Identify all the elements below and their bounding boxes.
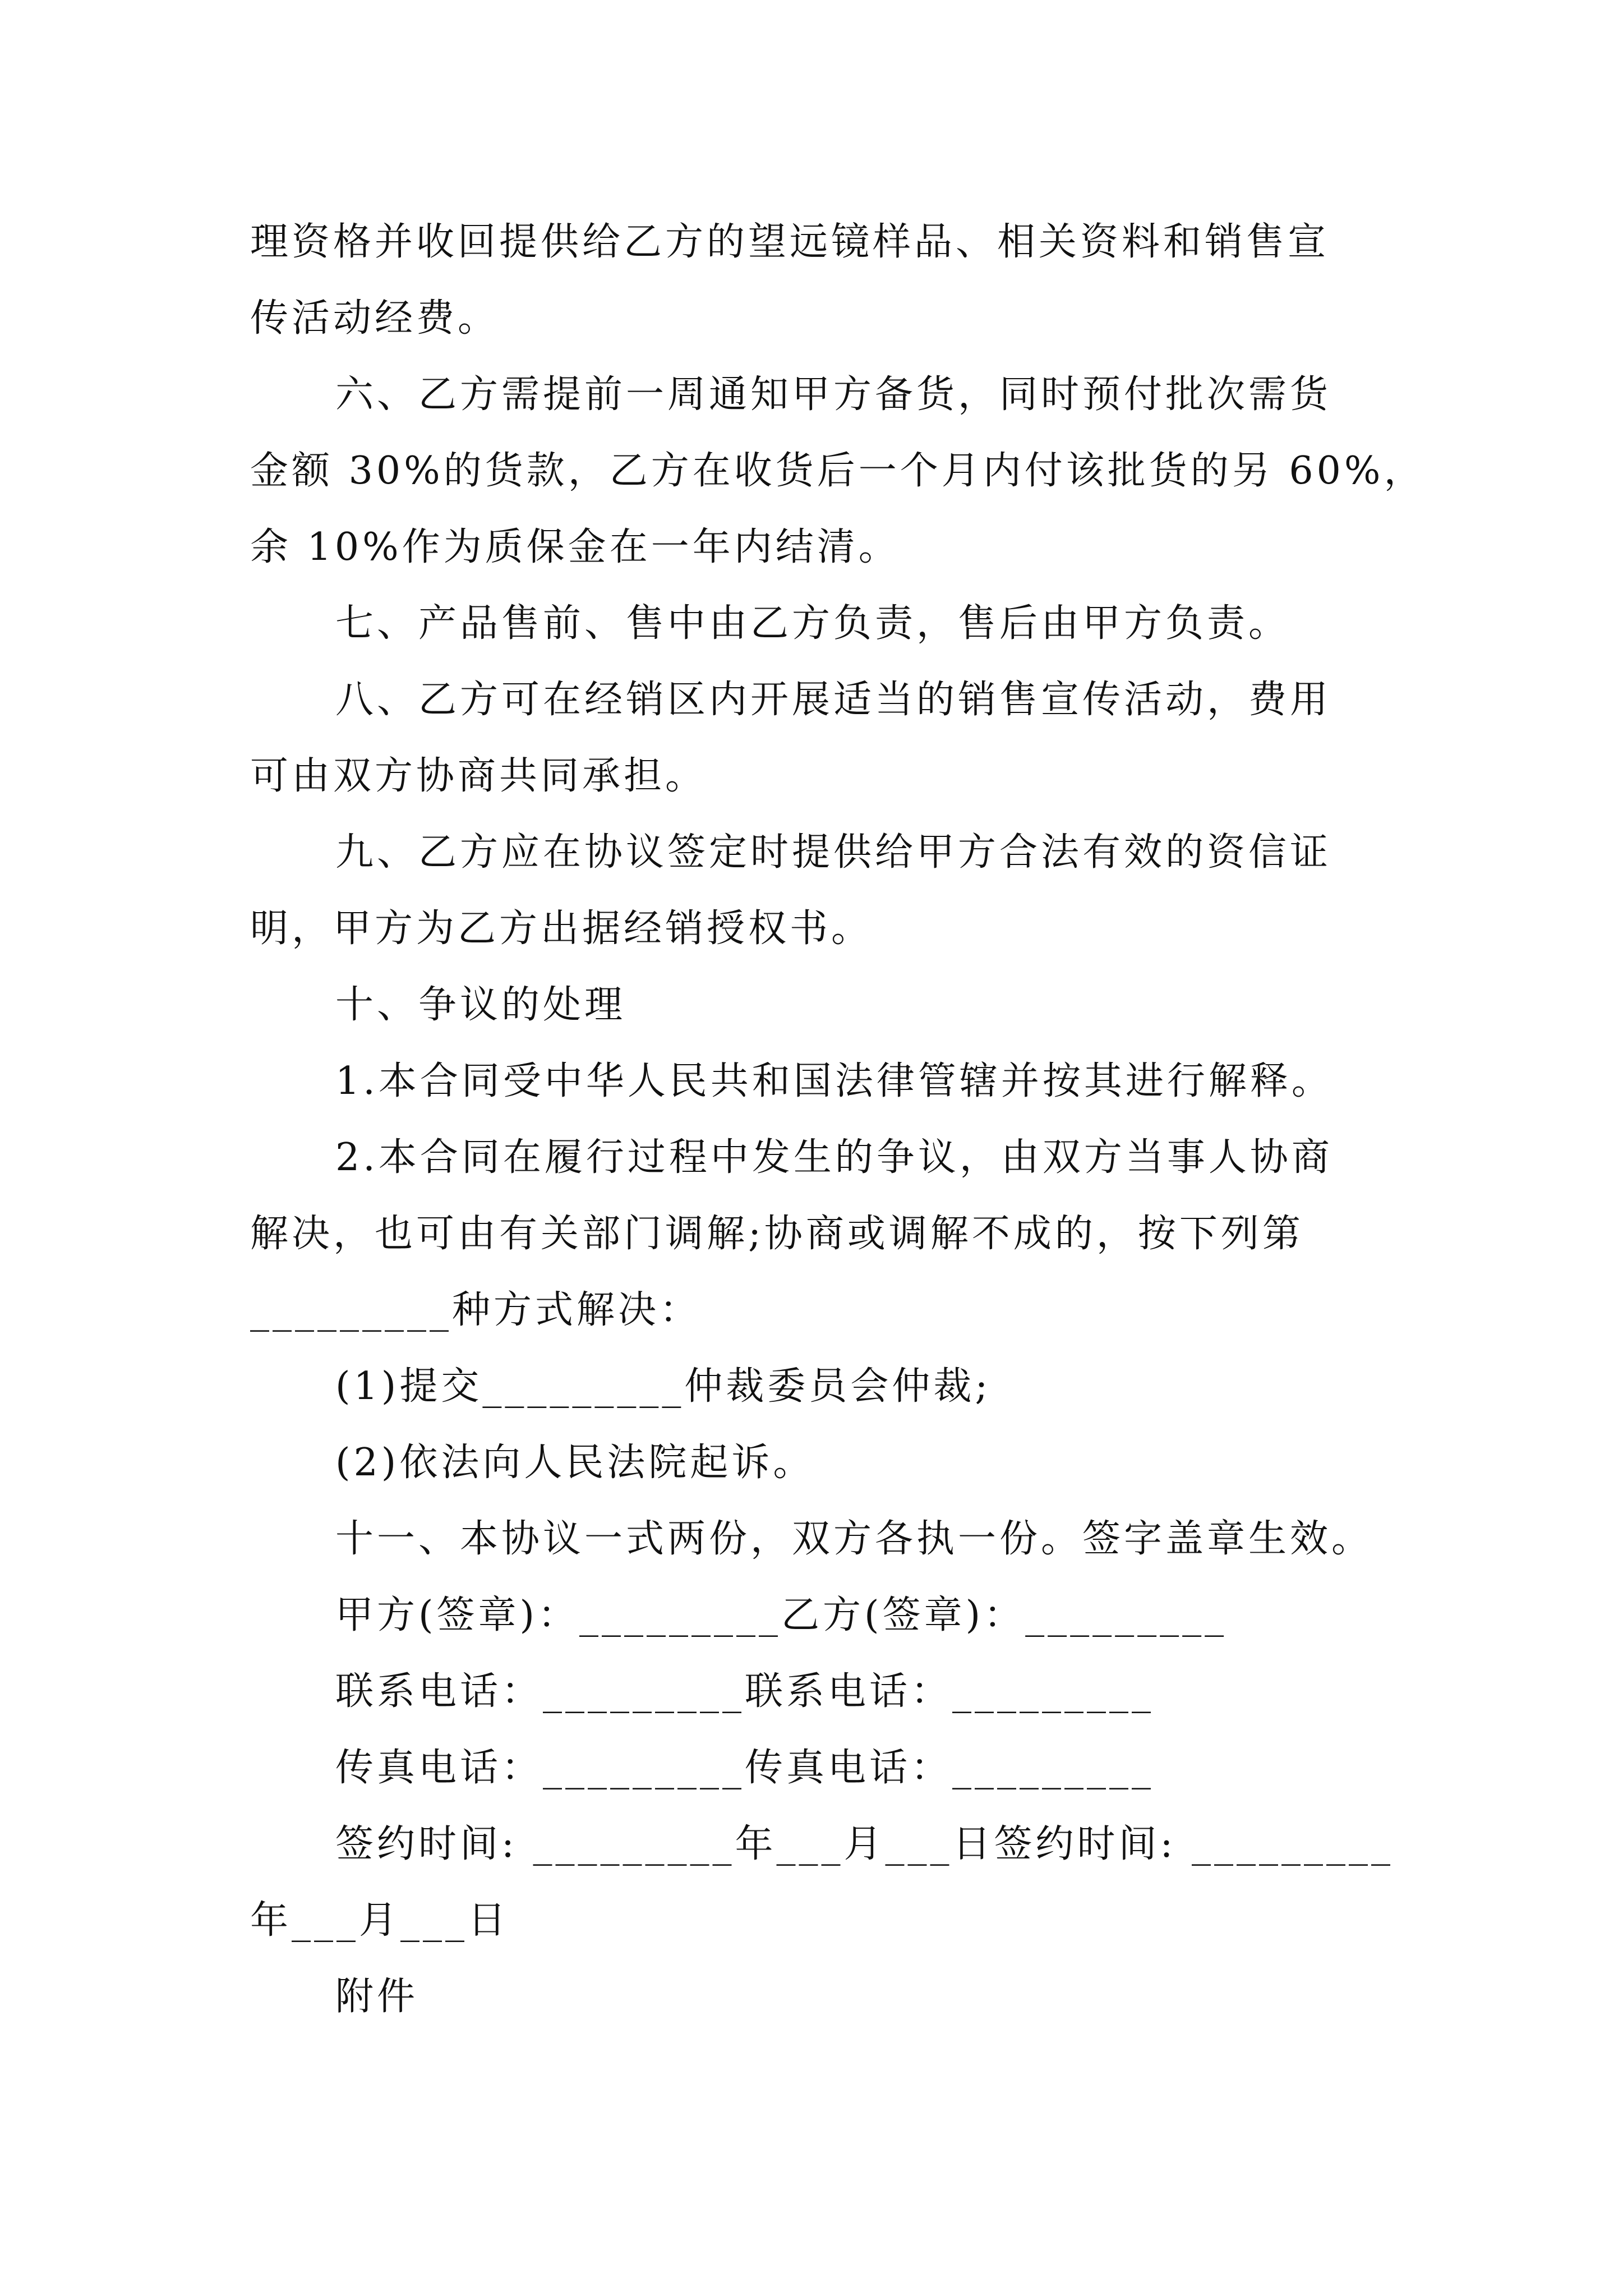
paragraph-line: 传活动经费。: [250, 296, 500, 341]
paragraph-line: 理资格并收回提供给乙方的望远镜样品、相关资料和销售宣: [250, 220, 1330, 264]
paragraph-line: (2)依法向人民法院起诉。: [335, 1441, 815, 1485]
paragraph-line: 十一、本协议一式两份，双方各执一份。签字盖章生效。: [335, 1517, 1373, 1561]
paragraph-line: 余 10%作为质保金在一年内结清。: [250, 525, 900, 569]
paragraph-line: 金额 30%的货款，乙方在收货后一个月内付该批货的另 60%，: [250, 449, 1426, 493]
paragraph-line: 六、乙方需提前一周通知甲方备货，同时预付批次需货: [335, 372, 1332, 417]
signing-date-line: 年___月___日: [250, 1898, 510, 1943]
fax-line: 传真电话：_________传真电话：_________: [335, 1746, 1155, 1790]
contact-phone-line: 联系电话：_________联系电话：_________: [335, 1669, 1155, 1714]
paragraph-line: 2.本合同在履行过程中发生的争议，由双方当事人协商: [335, 1135, 1333, 1180]
paragraph-line: (1)提交_________仲裁委员会仲裁;: [335, 1364, 992, 1409]
section-heading: 十、争议的处理: [335, 983, 626, 1027]
signing-date-line: 签约时间: _________年___月___日签约时间: _________: [335, 1822, 1394, 1866]
paragraph-line: 1.本合同受中华人民共和国法律管辖并按其进行解释。: [335, 1059, 1333, 1103]
paragraph-line: 明，甲方为乙方出据经销授权书。: [250, 907, 873, 951]
paragraph-line: 七、产品售前、售中由乙方负责，售后由甲方负责。: [335, 601, 1290, 646]
paragraph-line: 八、乙方可在经销区内开展适当的销售宣传活动，费用: [335, 678, 1332, 722]
signature-line: 甲方(签章)：_________乙方(签章)：_________: [335, 1593, 1228, 1637]
attachment-heading: 附件: [335, 1975, 419, 2019]
paragraph-line: _________种方式解决：: [250, 1288, 702, 1332]
paragraph-line: 可由双方协商共同承担。: [250, 754, 707, 798]
paragraph-line: 九、乙方应在协议签定时提供给甲方合法有效的资信证: [335, 830, 1332, 875]
paragraph-line: 解决，也可由有关部门调解;协商或调解不成的，按下列第: [250, 1212, 1304, 1256]
